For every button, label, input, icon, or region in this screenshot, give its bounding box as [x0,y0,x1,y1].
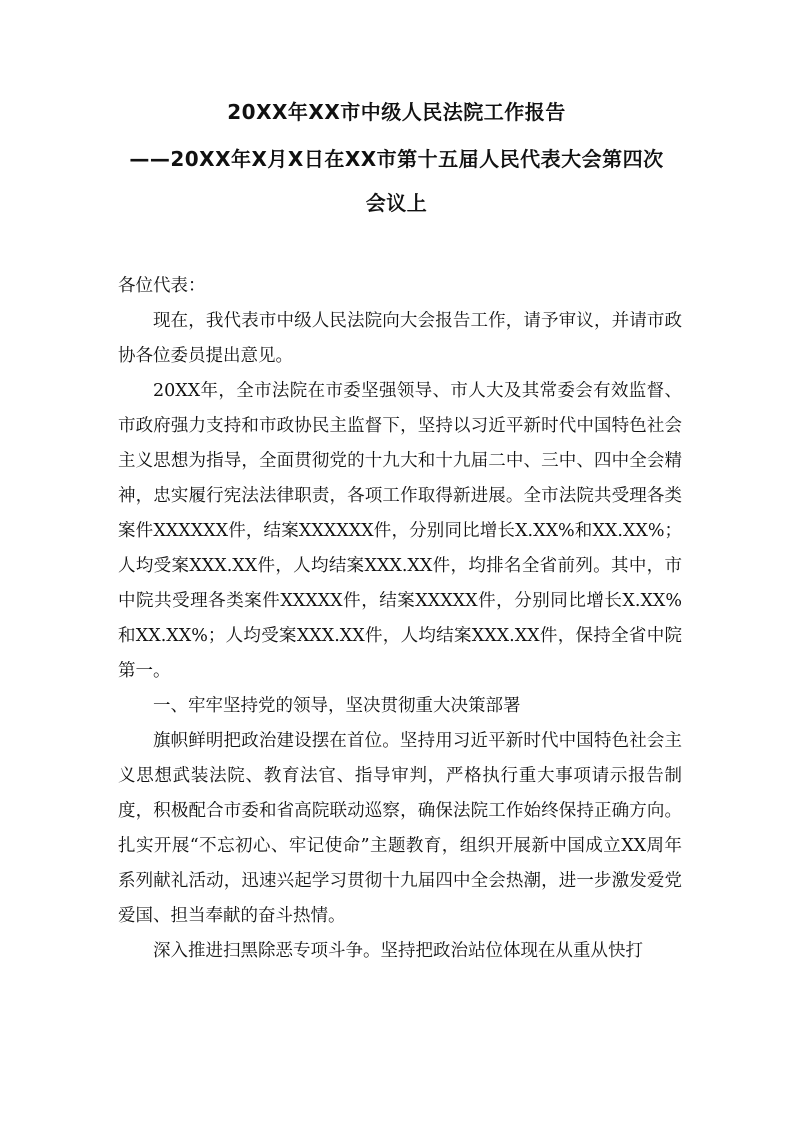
salutation: 各位代表： [118,276,206,296]
report-subtitle-continued: 会议上 [365,191,428,215]
section-heading: 一、牢牢坚持党的领导，坚决贯彻重大决策部署 [153,696,521,716]
report-body [118,269,682,969]
report-subtitle: ——20XX年X月X日在XX市第十五届人民代表大会第四次 [129,147,664,171]
paragraph-political-building: 旗帜鲜明把政治建设摆在首位。坚持用习近平新时代中国特色社会主义思想武装法院、教育法官、指导审判，严格执行重大事项请示报告制度，积极配合市委和省高院联动巡察，确保法院工作始终保持正确方向。扎实开展“不忘初心、牢记使命”主题教育，组织开展新中国成立XX周年系列献礼活动，迅速兴起学习贯彻十九届四中全会热潮，进一步激发爱党爱国、担当奉献的奋斗热情。 [118,731,682,926]
paragraph-summary: 20XX年，全市法院在市委坚强领导、市人大及其常委会有效监督、市政府强力支持和市政协民主监督下，坚持以习近平新时代中国特色社会主义思想为指导，全面贯彻党的十九大和十九届二中、三中、四中全会精神，忠实履行宪法法律职责，各项工作取得新进展。全市法院共受理各类案件XXXXXX件，结案XXXXXX件，分别同比增长X.XX%和XX.XX%；人均受案XXX.XX件，人均结案XXX.XX件，均排名全省前列。其中，市中院共受理各类案件XXXXX件，结案XXXXX件，分别同比增长X.XX%和XX.XX%；人均受案XXX.XX件，人均结案XXX.XX件，保持全省中院第一。 [118,381,682,681]
report-title: 20XX年XX市中级人民法院工作报告 [227,100,566,124]
paragraph-intro: 现在，我代表市中级人民法院向大会报告工作，请予审议，并请市政协各位委员提出意见。 [118,311,682,366]
paragraph-anti-crime: 深入推进扫黑除恶专项斗争。坚持把政治站位体现在从重从快打 [153,941,643,961]
